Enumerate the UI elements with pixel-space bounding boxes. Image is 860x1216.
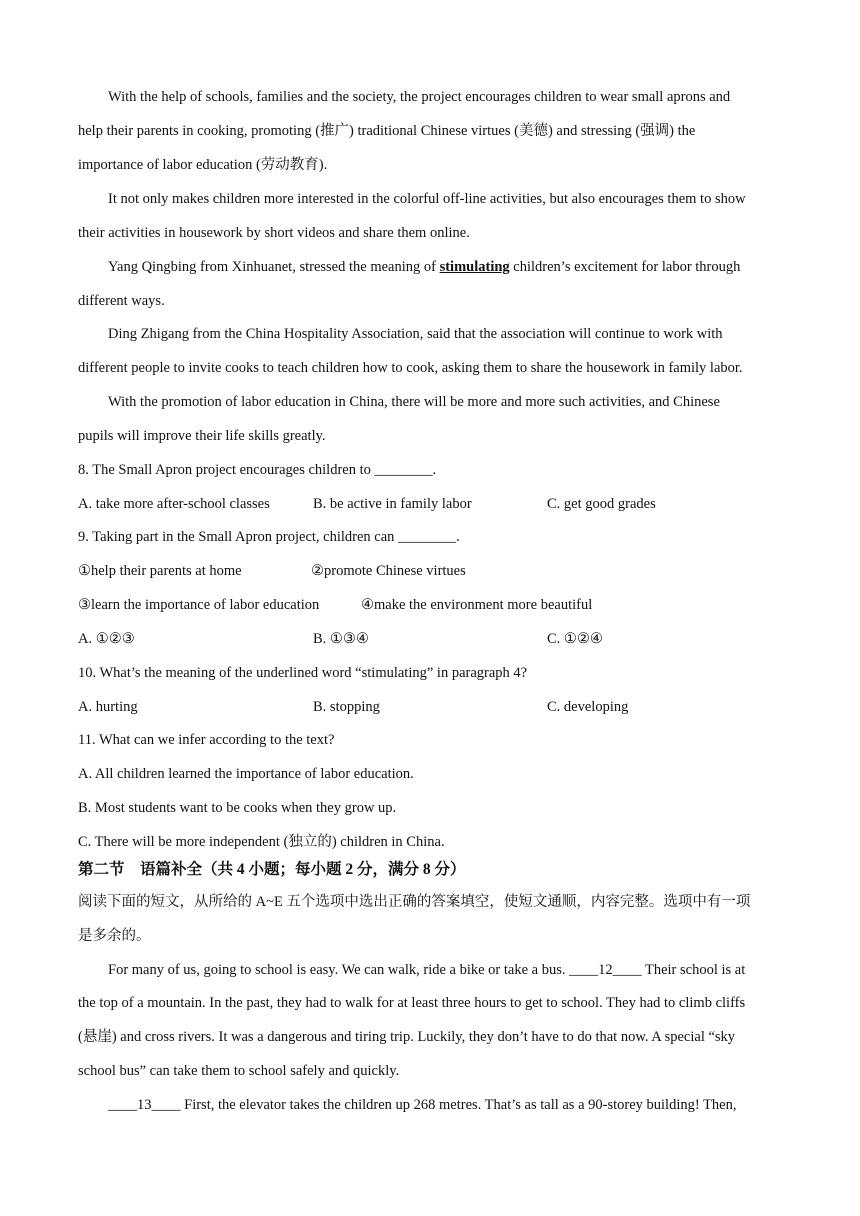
choice-item: ③learn the importance of labor education xyxy=(78,597,320,613)
passage-text: For many of us, going to school is easy. We can walk, ride a bike or take a bus. xyxy=(108,962,570,978)
option-b: B. Most students want to be cooks when they grow up. xyxy=(78,800,397,816)
passage-line xyxy=(108,1095,736,1115)
passage-text: First, the elevator takes the children up 268 metres. That’s as tall as a 90-storey building! Then, xyxy=(180,1097,737,1113)
option-a: A. ①②③ xyxy=(78,631,135,647)
passage-line: importance of labor education (劳动教育). xyxy=(78,157,328,173)
option-c: C. get good grades xyxy=(547,496,656,512)
option-b: B. ①③④ xyxy=(313,631,369,647)
option-c: C. There will be more independent (独立的) children in China. xyxy=(78,834,445,850)
passage-line: Ding Zhigang from the China Hospitality Association, said that the association will continue to work with xyxy=(108,326,723,342)
question-stem: 9. Taking part in the Small Apron project, children can ________. xyxy=(78,529,460,545)
answer-blank-12: ____12____ xyxy=(569,962,642,978)
answer-blank-13: ____13____ xyxy=(108,1097,181,1113)
passage-line: different people to invite cooks to teach children how to cook, asking them to share the housework in family labor. xyxy=(78,360,743,376)
passage-line: It not only makes children more interested in the colorful off-line activities, but also encourages them to show xyxy=(108,191,746,207)
passage-line: school bus” can take them to school safely and quickly. xyxy=(78,1063,400,1079)
passage-line: (悬崖) and cross rivers. It was a dangerous and tiring trip. Luckily, they don’t have to do that now. A special “sky xyxy=(78,1029,736,1045)
passage-text: Their school is at xyxy=(641,962,746,978)
passage-line: help their parents in cooking, promoting (推广) traditional Chinese virtues (美德) and stressing (强调) the xyxy=(78,123,696,139)
passage-line xyxy=(108,960,745,980)
passage-text: children’s excitement for labor through xyxy=(509,259,741,275)
choice-item: ④make the environment more beautiful xyxy=(361,597,593,613)
choice-item: ②promote Chinese virtues xyxy=(311,563,466,579)
question-stem: 10. What’s the meaning of the underlined word “stimulating” in paragraph 4? xyxy=(78,665,528,681)
passage-line: With the help of schools, families and the society, the project encourages children to wear small aprons and xyxy=(108,89,731,105)
option-b: B. be active in family labor xyxy=(313,496,472,512)
option-a: A. hurting xyxy=(78,699,138,715)
question-stem: 11. What can we infer according to the text? xyxy=(78,732,335,748)
passage-line: With the promotion of labor education in China, there will be more and more such activities, and Chinese xyxy=(108,394,720,410)
passage-text: Yang Qingbing from Xinhuanet, stressed the meaning of xyxy=(108,259,440,275)
section-heading: 第二节 语篇补全（共 4 小题；每小题 2 分，满分 8 分） xyxy=(78,861,466,878)
instructions-line: 是多余的。 xyxy=(78,928,151,944)
option-b: B. stopping xyxy=(313,699,380,715)
option-a: A. take more after-school classes xyxy=(78,496,270,512)
option-a: A. All children learned the importance of labor education. xyxy=(78,766,414,782)
passage-line: the top of a mountain. In the past, they had to walk for at least three hours to get to school. They had to climb cliffs xyxy=(78,995,746,1011)
passage-line: different ways. xyxy=(78,293,165,309)
choice-item: ①help their parents at home xyxy=(78,563,242,579)
passage-line xyxy=(108,257,740,277)
passage-line: pupils will improve their life skills greatly. xyxy=(78,428,326,444)
option-c: C. ①②④ xyxy=(547,631,603,647)
instructions-line: 阅读下面的短文，从所给的 A~E 五个选项中选出正确的答案填空，使短文通顺，内容完整。选项中有一项 xyxy=(78,894,751,910)
option-c: C. developing xyxy=(547,699,629,715)
passage-line: their activities in housework by short videos and share them online. xyxy=(78,225,470,241)
underlined-word: stimulating xyxy=(439,259,510,275)
question-stem: 8. The Small Apron project encourages children to ________. xyxy=(78,462,437,478)
